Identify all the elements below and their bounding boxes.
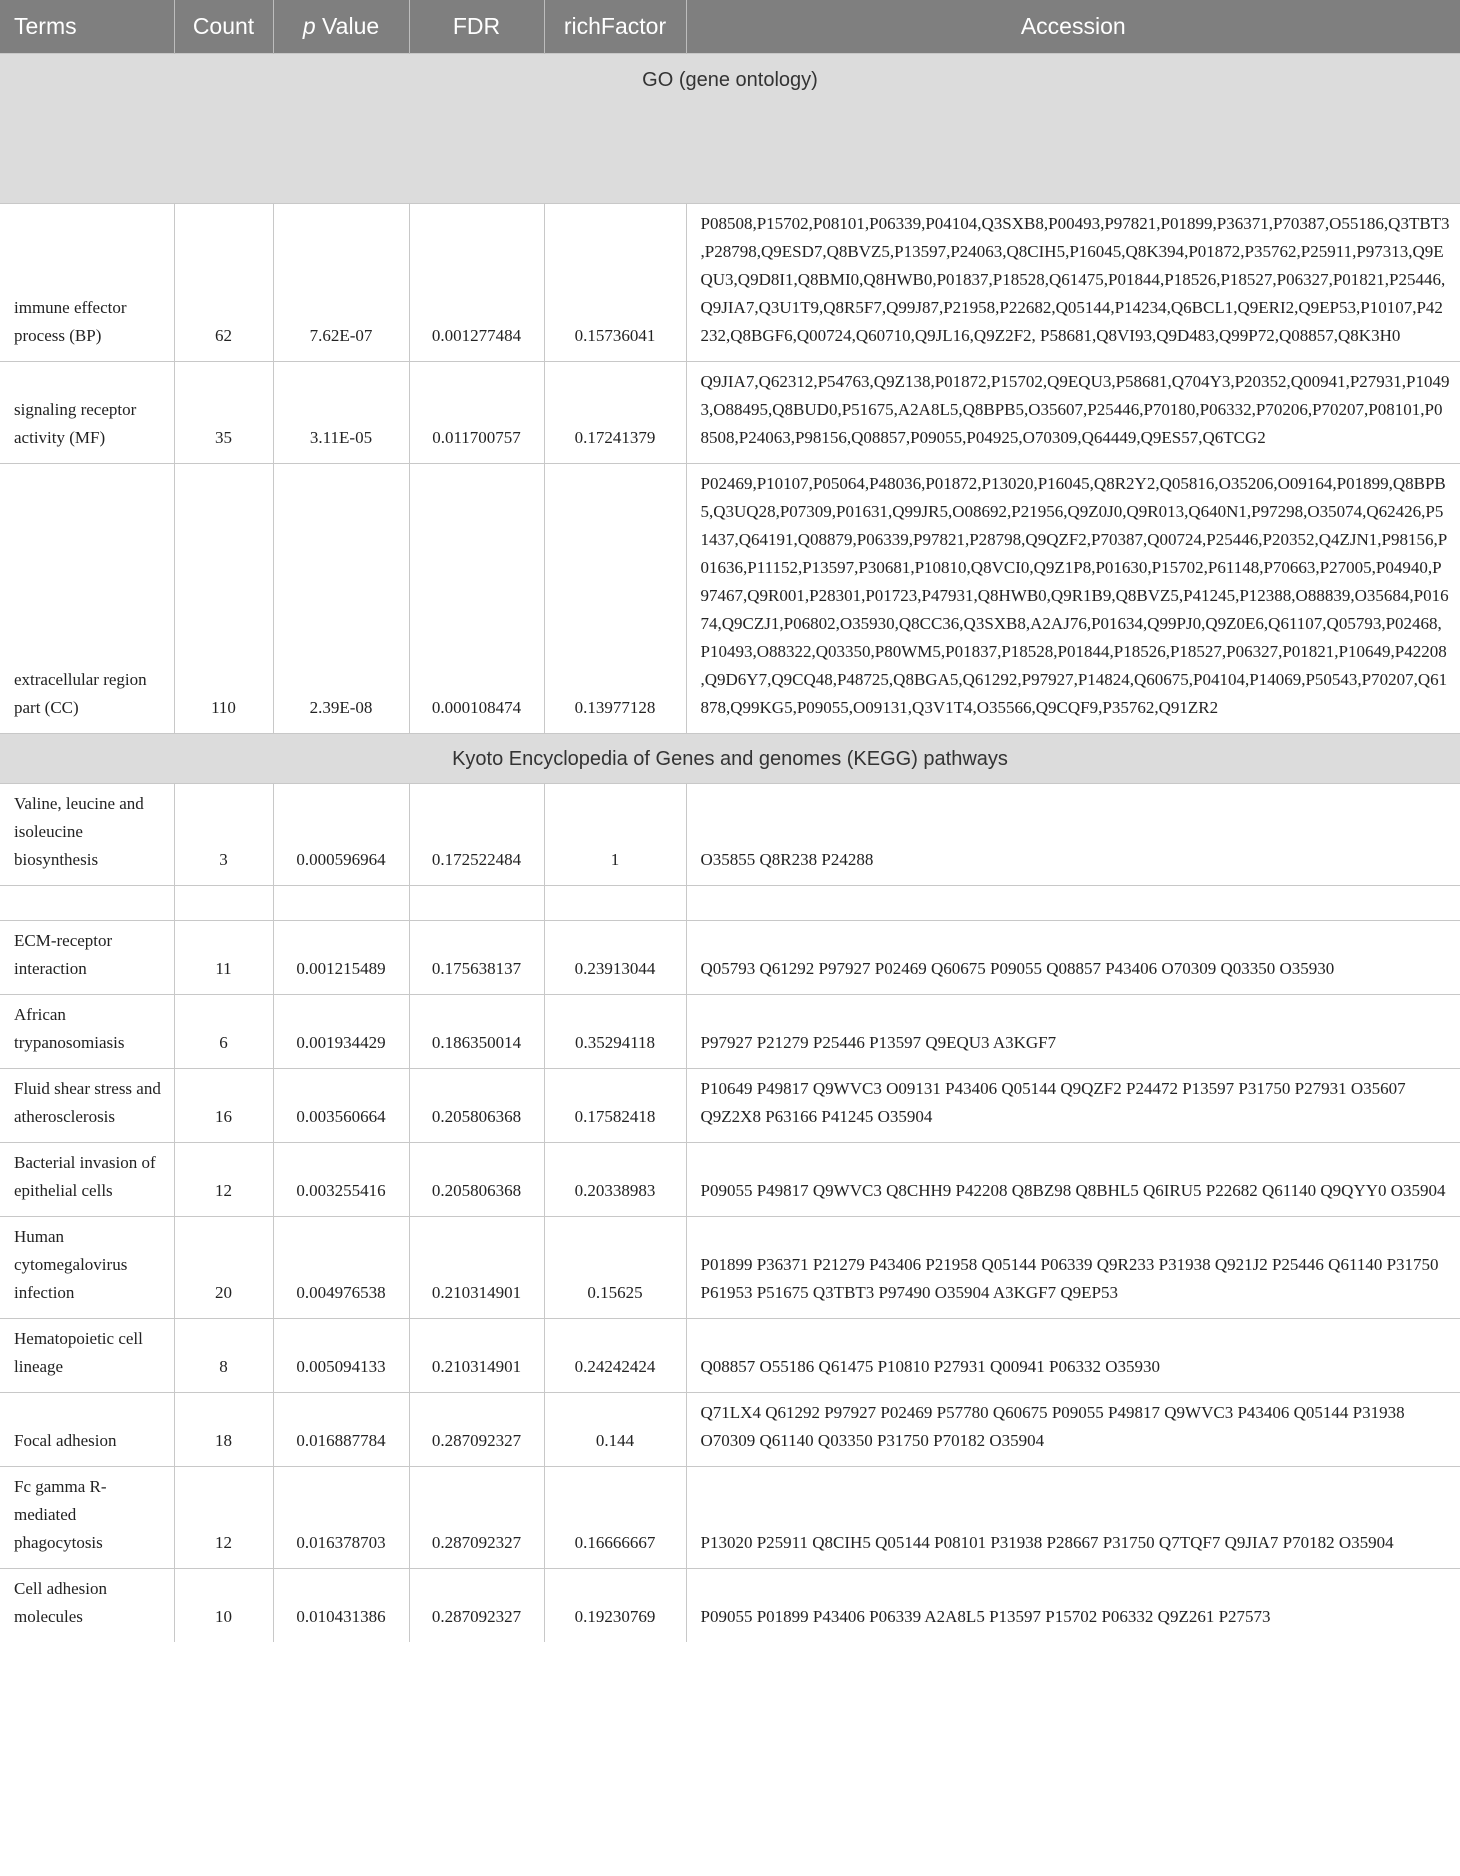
p-value-cell: 0.001215489 <box>273 921 409 995</box>
section-go <box>0 54 1460 204</box>
accession-cell: P10649 P49817 Q9WVC3 O09131 P43406 Q05144 Q9QZF2 P24472 P13597 P31750 P27931 O35607 Q9Z2X8 P63166 P41245 O35904 <box>686 1069 1460 1143</box>
table-row <box>0 1393 1460 1467</box>
count-cell: 12 <box>174 1143 273 1217</box>
table-row <box>0 1319 1460 1393</box>
fdr-cell: 0.287092327 <box>409 1393 544 1467</box>
count-cell: 35 <box>174 362 273 464</box>
header-count: Count <box>174 0 273 54</box>
richfactor-cell: 0.35294118 <box>544 995 686 1069</box>
accession-cell: Q9JIA7,Q62312,P54763,Q9Z138,P01872,P15702,Q9EQU3,P58681,Q704Y3,P20352,Q00941,P27931,P10493,O88495,Q8BUD0,P51675,A2A8L5,Q8BPB5,O35607,P25446,P70180,P06332,P70206,P70207,P08101,P08508,P24063,P98156,Q08857,P09055,P04925,O70309,Q64449,Q9ES57,Q6TCG2 <box>686 362 1460 464</box>
term-cell: signaling receptor activity (MF) <box>0 362 174 464</box>
richfactor-cell: 0.17241379 <box>544 362 686 464</box>
fdr-cell: 0.210314901 <box>409 1217 544 1319</box>
richfactor-cell: 0.16666667 <box>544 1467 686 1569</box>
richfactor-cell: 0.17582418 <box>544 1069 686 1143</box>
section-go-label: GO (gene ontology) <box>0 54 1460 204</box>
richfactor-cell: 0.24242424 <box>544 1319 686 1393</box>
p-value-cell: 0.003255416 <box>273 1143 409 1217</box>
count-cell: 10 <box>174 1569 273 1643</box>
p-value-cell: 0.016378703 <box>273 1467 409 1569</box>
fdr-cell: 0.011700757 <box>409 362 544 464</box>
accession-cell: P02469,P10107,P05064,P48036,P01872,P13020,P16045,Q8R2Y2,Q05816,O35206,O09164,P01899,Q8BPB5,Q3UQ28,P07309,P01631,Q99JR5,O08692,P21956,Q9Z0J0,Q9R013,Q640N1,P97298,O35074,Q62426,P51437,Q64191,Q08879,P06339,P97821,P28798,Q9QZF2,P70387,Q00724,P25446,P20352,Q4ZJN1,P98156,P01636,P11152,P13597,P30681,P10810,Q8VCI0,Q9Z1P8,P01630,P15702,P61148,P70663,P27005,P04940,P97467,Q9R001,P28301,P01723,P47931,Q8HWB0,Q9R1B9,Q8BVZ5,P41245,P12388,O88839,O35684,P01674,Q9CZJ1,P06802,O35930,Q8CC36,Q3SXB8,A2AJ76,P01634,Q99PJ0,Q9Z0E6,Q61107,Q05793,P02468,P10493,O88322,Q03350,P80WM5,P01837,P18528,P01844,P18526,P18527,P06327,P01821,P10649,P42208,Q9D6Y7,Q9CQ48,P48725,Q8BGA5,Q61292,P97927,P14824,Q60675,P04104,P14069,P50543,P70207,Q61878,Q99KG5,P09055,O09131,Q3V1T4,O35566,Q9CQF9,P35762,Q91ZR2 <box>686 464 1460 734</box>
richfactor-cell: 0.19230769 <box>544 1569 686 1643</box>
accession-cell: P08508,P15702,P08101,P06339,P04104,Q3SXB8,P00493,P97821,P01899,P36371,P70387,O55186,Q3TBT3,P28798,Q9ESD7,Q8BVZ5,P13597,P24063,Q8CIH5,P16045,Q8K394,P01872,P35762,P25911,P97313,Q9EQU3,Q9D8I1,Q8BMI0,Q8HWB0,P01837,P18528,Q61475,P01844,P18526,P18527,P06327,P01821,P25446,Q9JIA7,Q3U1T9,Q8R5F7,Q99J87,P21958,P22682,Q05144,P14234,Q6BCL1,Q9ERI2,Q9EP53,P10107,P42232,Q8BGF6,Q00724,Q60710,Q9JL16,Q9Z2F2, P58681,Q8VI93,Q9D483,Q99P72,Q08857,Q8K3H0 <box>686 204 1460 362</box>
fdr-cell: 0.000108474 <box>409 464 544 734</box>
section-kegg-label: Kyoto Encyclopedia of Genes and genomes (KEGG) pathways <box>0 734 1460 784</box>
empty-row <box>0 886 1460 921</box>
term-cell: Focal adhesion <box>0 1393 174 1467</box>
fdr-cell: 0.287092327 <box>409 1569 544 1643</box>
fdr-cell: 0.172522484 <box>409 784 544 886</box>
table-row <box>0 1143 1460 1217</box>
table-row <box>0 1217 1460 1319</box>
header-accession: Accession <box>686 0 1460 54</box>
accession-cell: P97927 P21279 P25446 P13597 Q9EQU3 A3KGF7 <box>686 995 1460 1069</box>
empty-cell <box>0 886 174 921</box>
term-cell: ECM-receptor interaction <box>0 921 174 995</box>
term-cell: Fc gamma R-mediated phagocytosis <box>0 1467 174 1569</box>
count-cell: 8 <box>174 1319 273 1393</box>
p-value-cell: 0.004976538 <box>273 1217 409 1319</box>
p-value-cell: 0.005094133 <box>273 1319 409 1393</box>
header-p-value <box>273 0 409 54</box>
table-row <box>0 995 1460 1069</box>
count-cell: 11 <box>174 921 273 995</box>
empty-cell <box>174 886 273 921</box>
term-cell: Fluid shear stress and atherosclerosis <box>0 1069 174 1143</box>
count-cell: 20 <box>174 1217 273 1319</box>
accession-cell: Q08857 O55186 Q61475 P10810 P27931 Q00941 P06332 O35930 <box>686 1319 1460 1393</box>
header-p-letter: p <box>302 13 316 39</box>
count-cell: 12 <box>174 1467 273 1569</box>
fdr-cell: 0.205806368 <box>409 1069 544 1143</box>
p-value-cell: 0.010431386 <box>273 1569 409 1643</box>
term-cell: Valine, leucine and isoleucine biosynthesis <box>0 784 174 886</box>
accession-cell: P13020 P25911 Q8CIH5 Q05144 P08101 P31938 P28667 P31750 Q7TQF7 Q9JIA7 P70182 O35904 <box>686 1467 1460 1569</box>
header-terms: Terms <box>0 0 174 54</box>
count-cell: 110 <box>174 464 273 734</box>
table-row <box>0 1569 1460 1643</box>
table-row <box>0 921 1460 995</box>
richfactor-cell: 0.15625 <box>544 1217 686 1319</box>
p-value-cell: 0.001934429 <box>273 995 409 1069</box>
count-cell: 6 <box>174 995 273 1069</box>
count-cell: 16 <box>174 1069 273 1143</box>
term-cell: extracellular region part (CC) <box>0 464 174 734</box>
empty-cell <box>409 886 544 921</box>
empty-cell <box>544 886 686 921</box>
table-row <box>0 362 1460 464</box>
accession-cell: Q05793 Q61292 P97927 P02469 Q60675 P09055 Q08857 P43406 O70309 Q03350 O35930 <box>686 921 1460 995</box>
richfactor-cell: 0.20338983 <box>544 1143 686 1217</box>
p-value-cell: 0.000596964 <box>273 784 409 886</box>
p-value-cell: 7.62E-07 <box>273 204 409 362</box>
accession-cell: P09055 P01899 P43406 P06339 A2A8L5 P13597 P15702 P06332 Q9Z261 P27573 <box>686 1569 1460 1643</box>
term-cell: Cell adhesion molecules <box>0 1569 174 1643</box>
empty-cell <box>686 886 1460 921</box>
count-cell: 18 <box>174 1393 273 1467</box>
table-row <box>0 204 1460 362</box>
richfactor-cell: 1 <box>544 784 686 886</box>
accession-cell: P01899 P36371 P21279 P43406 P21958 Q05144 P06339 Q9R233 P31938 Q921J2 P25446 Q61140 P31750 P61953 P51675 Q3TBT3 P97490 O35904 A3KGF7 Q9EP53 <box>686 1217 1460 1319</box>
header-richfactor: richFactor <box>544 0 686 54</box>
accession-cell: O35855 Q8R238 P24288 <box>686 784 1460 886</box>
section-kegg <box>0 734 1460 784</box>
p-value-cell: 2.39E-08 <box>273 464 409 734</box>
accession-cell: P09055 P49817 Q9WVC3 Q8CHH9 P42208 Q8BZ98 Q8BHL5 Q6IRU5 P22682 Q61140 Q9QYY0 O35904 <box>686 1143 1460 1217</box>
term-cell: Hematopoietic cell lineage <box>0 1319 174 1393</box>
term-cell: African trypanosomiasis <box>0 995 174 1069</box>
fdr-cell: 0.287092327 <box>409 1467 544 1569</box>
accession-cell: Q71LX4 Q61292 P97927 P02469 P57780 Q60675 P09055 P49817 Q9WVC3 P43406 Q05144 P31938 O70309 Q61140 Q03350 P31750 P70182 O35904 <box>686 1393 1460 1467</box>
empty-cell <box>273 886 409 921</box>
richfactor-cell: 0.15736041 <box>544 204 686 362</box>
table-row <box>0 464 1460 734</box>
term-cell: Human cytomegalovirus infection <box>0 1217 174 1319</box>
term-cell: Bacterial invasion of epithelial cells <box>0 1143 174 1217</box>
p-value-cell: 0.003560664 <box>273 1069 409 1143</box>
richfactor-cell: 0.13977128 <box>544 464 686 734</box>
p-value-cell: 0.016887784 <box>273 1393 409 1467</box>
fdr-cell: 0.210314901 <box>409 1319 544 1393</box>
header-row <box>0 0 1460 54</box>
fdr-cell: 0.186350014 <box>409 995 544 1069</box>
count-cell: 62 <box>174 204 273 362</box>
richfactor-cell: 0.144 <box>544 1393 686 1467</box>
table-row <box>0 1467 1460 1569</box>
term-cell: immune effector process (BP) <box>0 204 174 362</box>
table-row <box>0 1069 1460 1143</box>
count-cell: 3 <box>174 784 273 886</box>
header-p-rest: Value <box>315 13 380 39</box>
richfactor-cell: 0.23913044 <box>544 921 686 995</box>
fdr-cell: 0.175638137 <box>409 921 544 995</box>
fdr-cell: 0.001277484 <box>409 204 544 362</box>
header-fdr: FDR <box>409 0 544 54</box>
table-row <box>0 784 1460 886</box>
p-value-cell: 3.11E-05 <box>273 362 409 464</box>
fdr-cell: 0.205806368 <box>409 1143 544 1217</box>
